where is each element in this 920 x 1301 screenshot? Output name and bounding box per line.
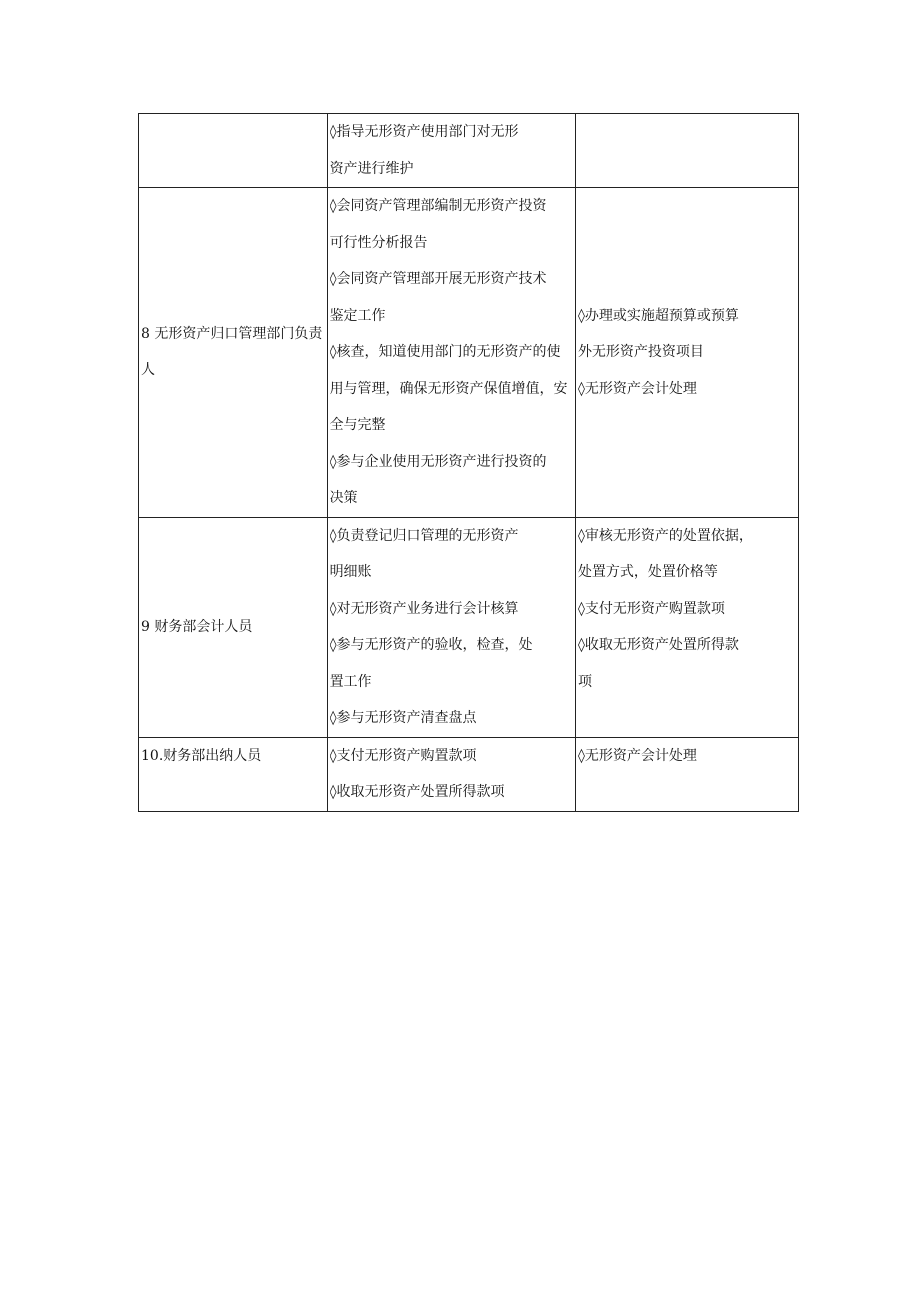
responsibility-line: ◊参与无形资产清查盘点 — [329, 710, 477, 726]
authorities-cell — [575, 737, 798, 811]
responsibility-line: ◊收取无形资产处置所得款项 — [329, 784, 505, 800]
role-cell — [139, 517, 328, 737]
authority-line: ◊支付无形资产购置款项 — [577, 600, 725, 617]
responsibility-line: 资产进行维护 — [329, 160, 414, 177]
authorities-cell — [575, 517, 798, 737]
authority-line: ◊办理或实施超预算或预算 — [577, 307, 739, 324]
responsibility-line: 决策 — [329, 490, 358, 506]
authority-line: ◊无形资产会计处理 — [577, 380, 697, 397]
role-text: 8 无形资产归口管理部门负责人 — [141, 325, 323, 379]
responsibility-line: ◊会同资产管理部编制无形资产投资 — [329, 198, 547, 214]
responsibility-line: 置工作 — [329, 673, 372, 690]
role-cell — [139, 188, 328, 518]
authority-line: ◊收取无形资产处置所得款 — [577, 637, 739, 653]
responsibility-table — [138, 113, 799, 812]
role-cell — [139, 114, 328, 188]
role-text: 9 财务部会计人员 — [141, 618, 253, 635]
table-row — [139, 517, 799, 737]
authority-line: 处置方式，处置价格等 — [577, 564, 718, 580]
responsibility-line: 全与完整 — [329, 417, 386, 433]
responsibility-line: ◊参与无形资产的验收，检查，处 — [329, 637, 533, 653]
authority-line: 项 — [577, 673, 592, 690]
table-row — [139, 737, 799, 811]
table-row — [139, 114, 799, 188]
responsibility-line: 明细账 — [329, 564, 372, 580]
authorities-cell — [575, 188, 798, 518]
responsibility-line: 鉴定工作 — [329, 307, 386, 324]
responsibility-line: ◊会同资产管理部开展无形资产技术 — [329, 271, 547, 287]
responsibility-line: ◊对无形资产业务进行会计核算 — [329, 600, 519, 617]
responsibility-line: ◊负责登记归口管理的无形资产 — [329, 527, 519, 544]
table-row — [139, 188, 799, 518]
role-cell — [139, 737, 328, 811]
authority-line: ◊无形资产会计处理 — [577, 747, 697, 764]
role-text: 10.财务部出纳人员 — [141, 747, 262, 764]
responsibility-line: 可行性分析报告 — [329, 234, 428, 251]
responsibilities-cell — [327, 737, 575, 811]
responsibility-line: ◊支付无形资产购置款项 — [329, 747, 477, 764]
responsibilities-cell — [327, 114, 575, 188]
authorities-cell — [575, 114, 798, 188]
responsibilities-cell — [327, 517, 575, 737]
responsibility-line: ◊指导无形资产使用部门对无形 — [329, 124, 519, 140]
responsibility-line: ◊参与企业使用无形资产进行投资的 — [329, 453, 547, 470]
responsibilities-cell — [327, 188, 575, 518]
responsibility-line: ◊核查，知道使用部门的无形资产的使 — [329, 344, 561, 360]
authority-line: ◊审核无形资产的处置依据， — [577, 527, 753, 544]
responsibility-line: 用与管理，确保无形资产保值增值，安 — [329, 380, 568, 397]
authority-line: 外无形资产投资项目 — [577, 344, 704, 360]
